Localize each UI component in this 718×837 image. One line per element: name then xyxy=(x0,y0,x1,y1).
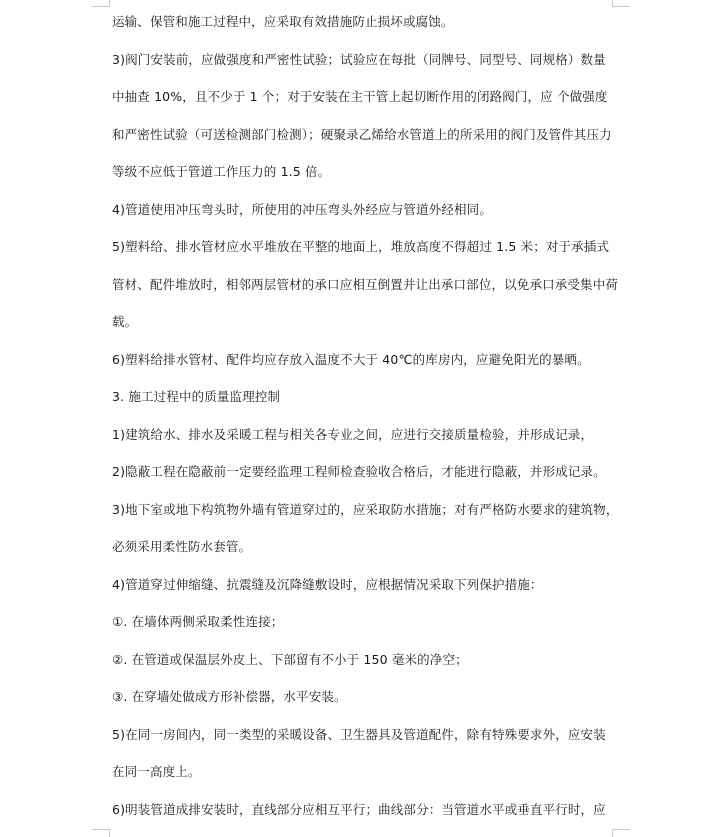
crop-mark-top-right xyxy=(612,6,630,7)
list-item: ③. 在穿墙处做成方形补偿器，水平安装。 xyxy=(112,689,347,704)
crop-mark-bottom-left xyxy=(109,829,110,837)
text-line: 管材、配件堆放时，相邻两层管材的承口应相互倒置并让出承口部位，以免承口承受集中荷 xyxy=(112,276,619,292)
text-line: 3)阀门安装前，应做强度和严密性试验；试验应在每批（同牌号、同型号、同规格）数量 xyxy=(112,51,606,67)
crop-mark-top-right xyxy=(612,0,613,7)
text-line: 5)塑料给、排水管材应水平堆放在平整的地面上，堆放高度不得超过 1.5 米；对于承插式 xyxy=(112,239,610,254)
crop-mark-bottom-left xyxy=(92,829,110,830)
text-line: 在同一高度上。 xyxy=(112,764,201,779)
crop-mark-bottom-right xyxy=(612,829,630,830)
text-line: 载。 xyxy=(112,314,138,329)
text-line: 5)在同一房间内，同一类型的采暖设备、卫生器具及管道配件，除有特殊要求外，应安装 xyxy=(112,726,606,742)
text-line: 1)建筑给水、排水及采暖工程与相关各专业之间，应进行交接质量检验，并形成记录， xyxy=(112,426,594,442)
text-line: 运输、保管和施工过程中，应采取有效措施防止损坏或腐蚀。 xyxy=(112,14,454,29)
crop-mark-bottom-right xyxy=(612,829,613,837)
crop-mark-top-left xyxy=(109,0,110,7)
text-line: 等级不应低于管道工作压力的 1.5 倍。 xyxy=(112,164,331,179)
text-line: 和严密性试验（可送检测部门检测）；硬聚录乙烯给水管道上的所采用的阀门及管件其压力 xyxy=(112,126,612,142)
crop-mark-top-left xyxy=(92,6,110,7)
list-item: ①. 在墙体两侧采取柔性连接； xyxy=(112,614,284,629)
text-line: 6)塑料给排水管材、配件均应存放入温度不大于 40℃的库房内，应避免阳光的暴晒。 xyxy=(112,351,590,367)
text-line: 2)隐蔽工程在隐蔽前一定要经监理工程师检查验收合格后，才能进行隐蔽，并形成记录。 xyxy=(112,464,606,479)
section-heading: 3. 施工过程中的质量监理控制 xyxy=(112,389,281,404)
text-line: 3)地下室或地下构筑物外墙有管道穿过的，应采取防水措施；对有严格防水要求的建筑物， xyxy=(112,501,619,517)
text-line: 中抽查 10%，且不少于 1 个；对于安装在主干管上起切断作用的闭路阀门，应 个做强度 xyxy=(112,89,608,104)
document-body xyxy=(112,11,619,836)
text-line: 6)明装管道成排安装时，直线部分应相互平行；曲线部分：当管道水平或垂直平行时，应 xyxy=(112,801,606,817)
text-line: 4)管道使用冲压弯头时，所使用的冲压弯头外经应与管道外经相同。 xyxy=(112,201,492,217)
text-line: 必须采用柔性防水套管。 xyxy=(112,539,252,554)
list-item: ②. 在管道或保温层外皮上、下部留有不小于 150 毫米的净空； xyxy=(112,651,468,667)
text-line: 4)管道穿过伸缩缝、抗震缝及沉降缝敷设时，应根据情况采取下列保护措施： xyxy=(112,576,543,592)
